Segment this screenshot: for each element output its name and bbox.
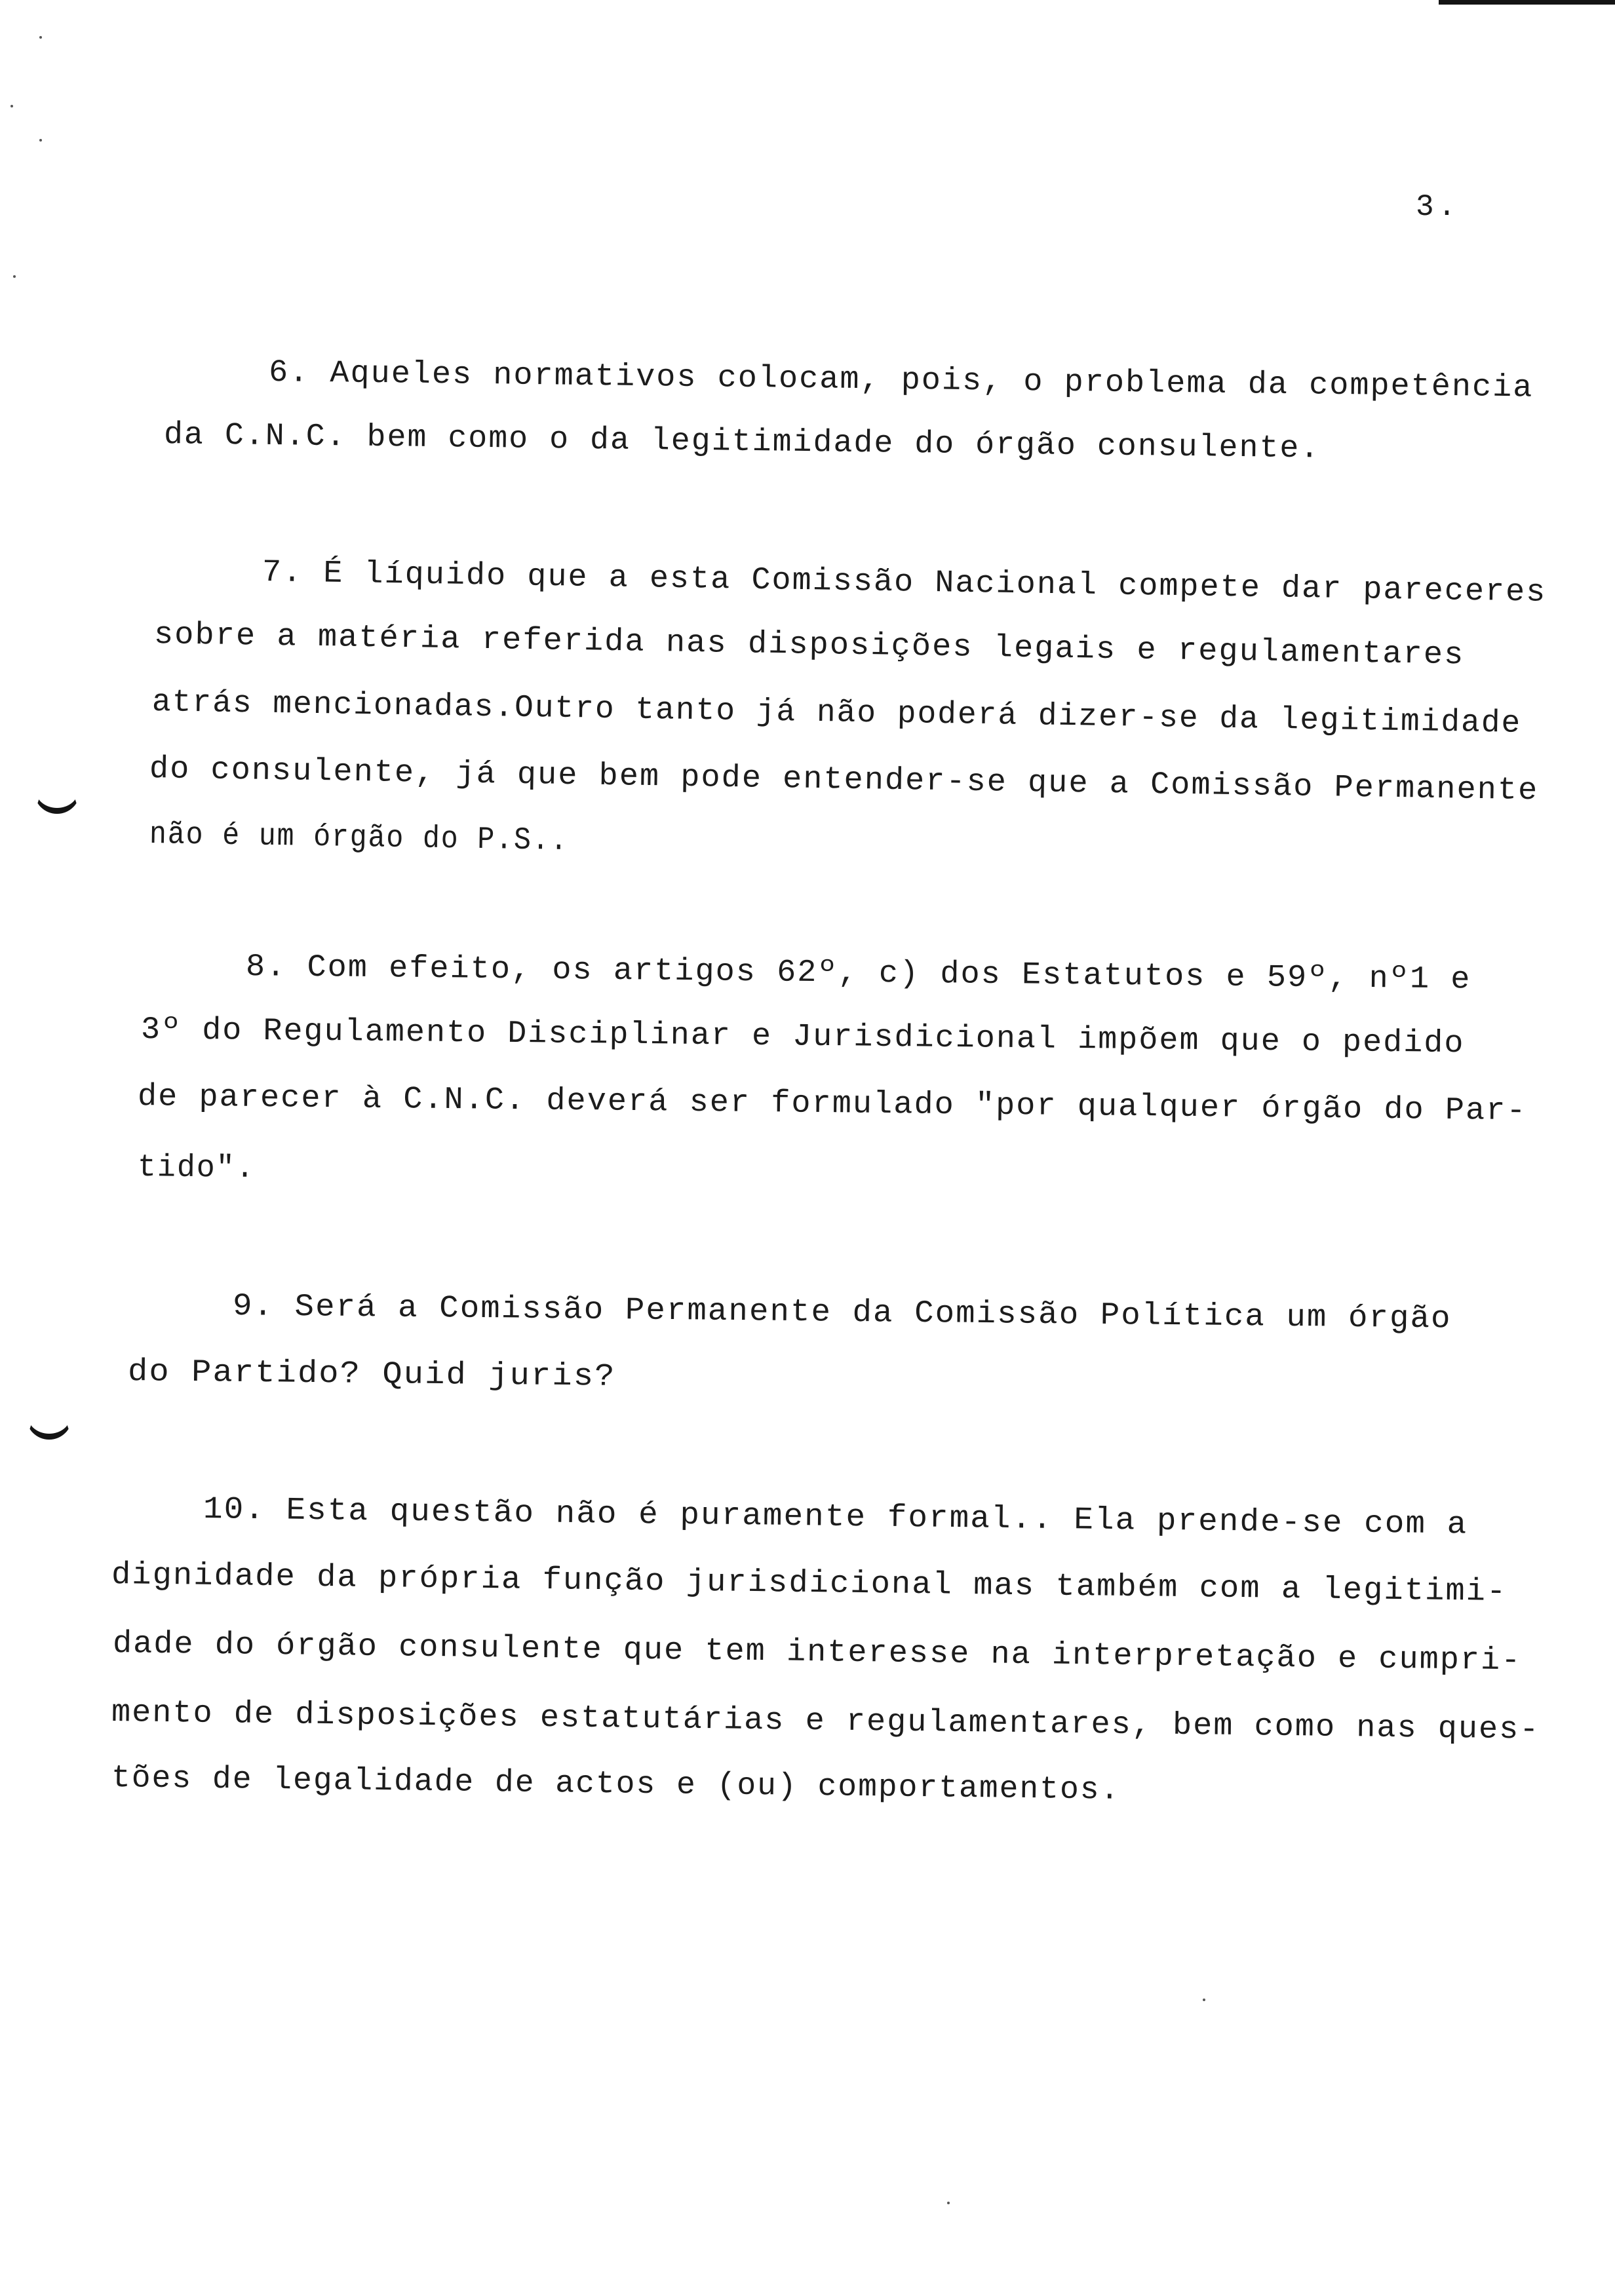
top-edge-rule	[1439, 0, 1615, 5]
paragraph-line: de parecer à C.N.C. deverá ser formulado "por qualquer órgão do Par-	[137, 1079, 1527, 1130]
paragraph-line: tões de legalidade de actos e (ou) comportamentos.	[111, 1761, 1121, 1808]
paragraph-line: tido".	[137, 1150, 256, 1187]
scan-speck	[1203, 1999, 1205, 2001]
page-number: 3.	[1416, 190, 1460, 224]
scan-speck	[39, 139, 42, 142]
scan-speck	[39, 36, 42, 39]
paragraph-line: atrás mencionadas.Outro tanto já não poderá dizer-se da legitimidade	[151, 685, 1522, 742]
scan-speck	[947, 2202, 950, 2204]
paragraph-line: dade do órgão consulente que tem interesse na interpretação e cumpri-	[112, 1626, 1522, 1679]
paragraph-line: dignidade da própria função jurisdicional mas também com a legitimi-	[111, 1558, 1508, 1611]
paragraph-line: 7. É líquido que a esta Comissão Nacional compete dar pareceres	[262, 555, 1547, 611]
scan-speck	[10, 105, 13, 107]
paragraph-line: 10. Esta questão não é puramente formal.. Ela prende-se com a	[203, 1492, 1468, 1543]
paragraph-line: da C.N.C. bem como o da legitimidade do órgão consulente.	[163, 417, 1321, 467]
punch-hole-mark	[34, 783, 80, 814]
paragraph-line: 6. Aqueles normativos colocam, pois, o problema da competência	[268, 355, 1534, 406]
paragraph-line: não é um órgão do P.S..	[149, 817, 569, 860]
punch-hole-mark	[26, 1409, 72, 1440]
paragraph-line: sobre a matéria referida nas disposições legais e regulamentares	[153, 617, 1465, 674]
scan-speck	[13, 275, 16, 278]
paragraph-line: 3º do Regulamento Disciplinar e Jurisdicional impõem que o pedido	[140, 1012, 1465, 1062]
paragraph-line: do Partido? Quid juris?	[127, 1354, 616, 1395]
paragraph-line: do consulente, já que bem pode entender-se que a Comissão Permanente	[149, 752, 1539, 809]
paragraph-line: 9. Será a Comissão Permanente da Comissão Política um órgão	[232, 1289, 1452, 1337]
paragraph-line: 8. Com efeito, os artigos 62º, c) dos Estatutos e 59º, nº1 e	[245, 949, 1471, 998]
paragraph-line: mento de disposições estatutárias e regulamentares, bem como nas ques-	[111, 1695, 1540, 1748]
